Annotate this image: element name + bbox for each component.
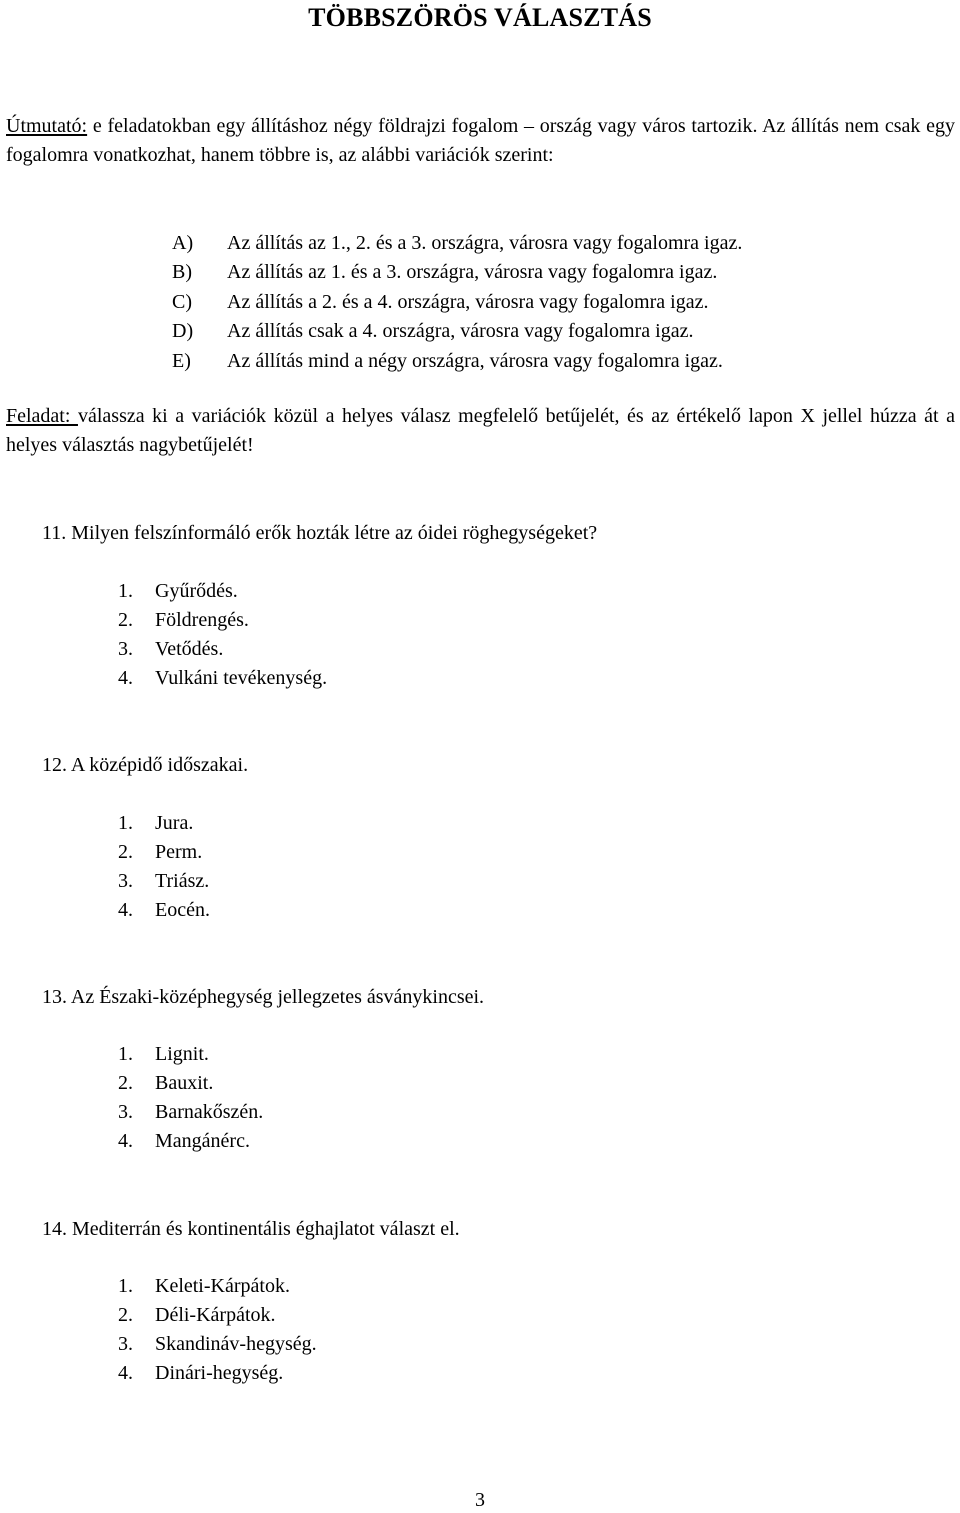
option-text: Déli-Kárpátok.: [155, 1304, 276, 1326]
variation-letter: E): [172, 349, 191, 372]
option-text: Vetődés.: [155, 638, 224, 660]
variations-list: [172, 229, 742, 376]
variation-item: [172, 347, 742, 376]
question-14-title: 14. Mediterrán és kontinentális éghajlatot választ el.: [42, 1218, 460, 1240]
task-text: válassza ki a variációk közül a helyes válasz megfelelő betűjelét, és az értékelő lapon X jellel húzza át a helyes választás nagybetűjelét!: [6, 405, 955, 456]
option-number: 4.: [118, 899, 133, 921]
option-text: Keleti-Kárpátok.: [155, 1275, 290, 1297]
question-11-options: [118, 577, 327, 693]
option-number: 1.: [118, 580, 133, 602]
option-item: [118, 896, 210, 925]
option-item: [118, 577, 327, 606]
option-text: Eocén.: [155, 899, 210, 921]
option-number: 3.: [118, 638, 133, 660]
option-text: Barnakőszén.: [155, 1101, 264, 1123]
option-item: [118, 1040, 263, 1069]
option-item: [118, 664, 327, 693]
variation-item: [172, 258, 742, 287]
option-item: [118, 867, 210, 896]
variation-letter: A): [172, 232, 194, 254]
option-number: 2.: [118, 841, 133, 863]
option-number: 3.: [118, 1333, 133, 1355]
option-item: [118, 635, 327, 664]
page-number: 3: [475, 1489, 485, 1511]
option-text: Mangánérc.: [155, 1130, 250, 1152]
option-text: Gyűrődés.: [155, 580, 238, 602]
option-number: 2.: [118, 1072, 133, 1094]
option-text: Jura.: [155, 812, 194, 834]
option-text: Földrengés.: [155, 609, 249, 631]
option-item: [118, 1330, 317, 1359]
option-item: [118, 838, 210, 867]
question-12-title: 12. A középidő időszakai.: [42, 754, 249, 776]
option-text: Bauxit.: [155, 1072, 214, 1094]
instructions-text: e feladatokban egy állításhoz négy földrajzi fogalom – ország vagy város tartozik. Az állítás nem csak egy fogalomra vonatkozhat, hanem többre is, az alábbi variációk szerint:: [6, 115, 955, 166]
option-number: 1.: [118, 1275, 133, 1297]
question-12-options: [118, 809, 210, 925]
instructions-label: Útmutató:: [6, 115, 88, 137]
instructions-paragraph: [6, 112, 955, 170]
option-number: 2.: [118, 1304, 133, 1326]
variation-item: [172, 229, 742, 258]
option-number: 4.: [118, 1362, 133, 1384]
option-number: 4.: [118, 1130, 133, 1152]
variation-text: Az állítás az 1. és a 3. országra, városra vagy fogalomra igaz.: [227, 261, 718, 284]
option-number: 3.: [118, 1101, 133, 1123]
variation-text: Az állítás mind a négy országra, városra vagy fogalomra igaz.: [227, 349, 723, 372]
question-13-title: 13. Az Északi-középhegység jellegzetes ásványkincsei.: [42, 986, 485, 1008]
variation-item: [172, 317, 742, 346]
task-label: Feladat:: [6, 405, 78, 427]
option-item: [118, 1069, 263, 1098]
option-item: [118, 1359, 317, 1388]
option-item: [118, 1127, 263, 1156]
variation-text: Az állítás az 1., 2. és a 3. országra, városra vagy fogalomra igaz.: [227, 232, 743, 254]
option-item: [118, 1272, 317, 1301]
option-text: Perm.: [155, 841, 203, 863]
variation-text: Az állítás a 2. és a 4. országra, városra vagy fogalomra igaz.: [227, 290, 709, 313]
variation-letter: D): [172, 320, 194, 343]
option-number: 4.: [118, 667, 133, 689]
option-text: Vulkáni tevékenység.: [155, 667, 328, 689]
option-text: Triász.: [155, 870, 210, 892]
option-item: [118, 809, 210, 838]
option-number: 1.: [118, 1043, 133, 1065]
option-number: 3.: [118, 870, 133, 892]
question-14-options: [118, 1272, 317, 1388]
variation-letter: C): [172, 290, 192, 313]
variation-letter: B): [172, 261, 192, 284]
option-text: Skandináv-hegység.: [155, 1333, 317, 1355]
variation-item: [172, 288, 742, 317]
option-item: [118, 1098, 263, 1127]
option-text: Dinári-hegység.: [155, 1362, 284, 1384]
page-title: TÖBBSZÖRÖS VÁLASZTÁS: [308, 3, 652, 32]
option-number: 2.: [118, 609, 133, 631]
option-number: 1.: [118, 812, 133, 834]
task-paragraph: [6, 402, 955, 460]
option-item: [118, 606, 327, 635]
question-13-options: [118, 1040, 263, 1156]
question-11-title: 11. Milyen felszínformáló erők hozták létre az óidei röghegységeket?: [42, 522, 598, 544]
option-text: Lignit.: [155, 1043, 209, 1065]
variation-text: Az állítás csak a 4. országra, városra vagy fogalomra igaz.: [227, 320, 694, 343]
option-item: [118, 1301, 317, 1330]
